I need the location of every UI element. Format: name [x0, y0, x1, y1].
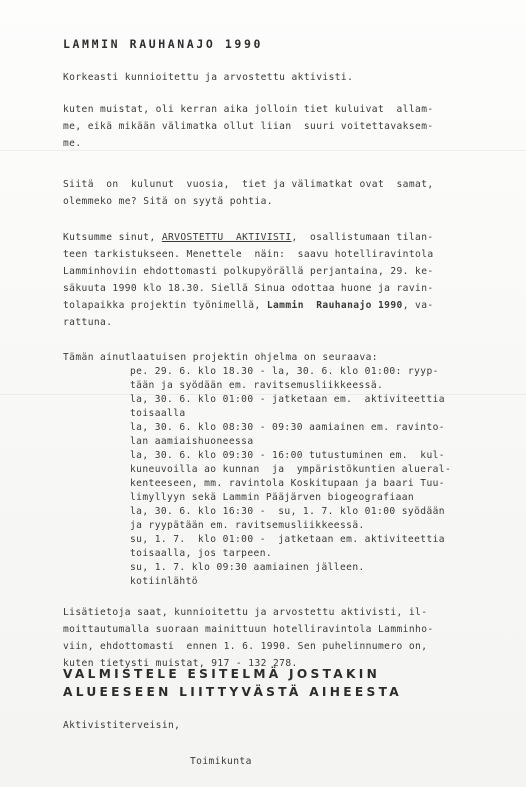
program-line: kotiinlähtö: [130, 576, 198, 587]
underlined-text: ARVOSTETTU AKTIVISTI: [161, 232, 292, 243]
program-line: kenteeseen, mm. ravintola Koskitupaan ja baari Tuu-: [130, 478, 445, 489]
text-line: rattuna.: [63, 317, 113, 328]
bold-text: Lammin Rauhanajo 1990: [266, 300, 403, 311]
program-line: tään ja syödään em. ravitsemusliikkeessä.: [130, 380, 384, 391]
program-line: la, 30. 6. klo 09:30 - 16:00 tutustuminen em. kul-: [130, 450, 445, 461]
text-line: moittautumalla suoraan mainittuun hotelliravintola Lamminho-: [63, 624, 434, 635]
text-line: [63, 229, 434, 246]
text-line: Lisätietoja saat, kunnioitettu ja arvostettu aktivisti, il-: [63, 607, 428, 618]
program-line: su, 1. 7. klo 01:00 - jatketaan em. aktiviteettia: [130, 534, 445, 545]
program-line: kuneuvoilla ao kunnan ja ympäristökuntien alueral-: [130, 464, 452, 475]
signature: Toimikunta: [190, 756, 252, 767]
text-line: viin, ehdottomasti ennen 1. 6. 1990. Sen puhelinnumero on,: [63, 641, 428, 652]
text-line: teen tarkistukseen. Menettele näin: saavu hotelliravintola: [63, 249, 434, 260]
text-line: [63, 297, 434, 314]
text-span: tolapaikka projektin työnimellä,: [63, 300, 267, 311]
program-line: la, 30. 6. klo 08:30 - 09:30 aamiainen em. ravinto-: [130, 422, 445, 433]
program-line: la, 30. 6. klo 16:30 - su, 1. 7. klo 01:00 syödään: [130, 506, 445, 517]
text-line: Siitä on kulunut vuosia, tiet ja välimatkat ovat samat,: [63, 179, 434, 190]
callout-line: VALMISTELE ESITELMÄ JOSTAKIN: [63, 667, 381, 681]
closing: Aktivistiterveisin,: [63, 720, 181, 731]
program-line: toisaalla, jos tarpeen.: [130, 548, 273, 559]
program-line: pe. 29. 6. klo 18.30 - la, 30. 6. klo 01:00: ryyp-: [130, 366, 439, 377]
text-span: , osallistumaan tilan-: [291, 232, 434, 243]
text-line: kuten muistat, oli kerran aika jolloin tiet kuluivat allam-: [63, 104, 434, 115]
text-span: Kutsumme sinut,: [63, 232, 162, 243]
program-line: toisaalla: [130, 408, 186, 419]
text-line: olemmeko me? Sitä on syytä pohtia.: [63, 196, 273, 207]
text-line: säkuuta 1990 klo 18.30. Siellä Sinua odottaa huone ja ravin-: [63, 283, 434, 294]
text-span: , va-: [402, 300, 434, 311]
text-line: me, eikä mikään välimatka ollut liian suuri voitettavaksem-: [63, 121, 434, 132]
callout-line: ALUEESEEN LIITTYVÄSTÄ AIHEESTA: [63, 685, 402, 699]
program-line: limyllyyn sekä Lammin Pääjärven biogeografiaan: [130, 492, 415, 503]
program-line: lan aamiaishuoneessa: [130, 436, 254, 447]
program-line: ja ryypätään em. ravitsemusliikkeessä.: [130, 520, 365, 531]
text-line: Lamminhoviin ehdottomasti polkupyörällä perjantaina, 29. ke-: [63, 266, 434, 277]
program-line: la, 30. 6. klo 01:00 - jatketaan em. aktiviteettia: [130, 394, 445, 405]
program-line: su, 1. 7. klo 09:30 aamiainen jälleen.: [130, 562, 365, 573]
text-line: me.: [63, 138, 82, 149]
text-line: kuten tietysti muistat, 917 - 132 278.: [63, 658, 298, 669]
salutation: Korkeasti kunnioitettu ja arvostettu aktivisti.: [63, 72, 354, 83]
document-title: LAMMIN RAUHANAJO 1990: [63, 37, 263, 51]
program-intro: Tämän ainutlaatuisen projektin ohjelma on seuraava:: [63, 352, 378, 363]
